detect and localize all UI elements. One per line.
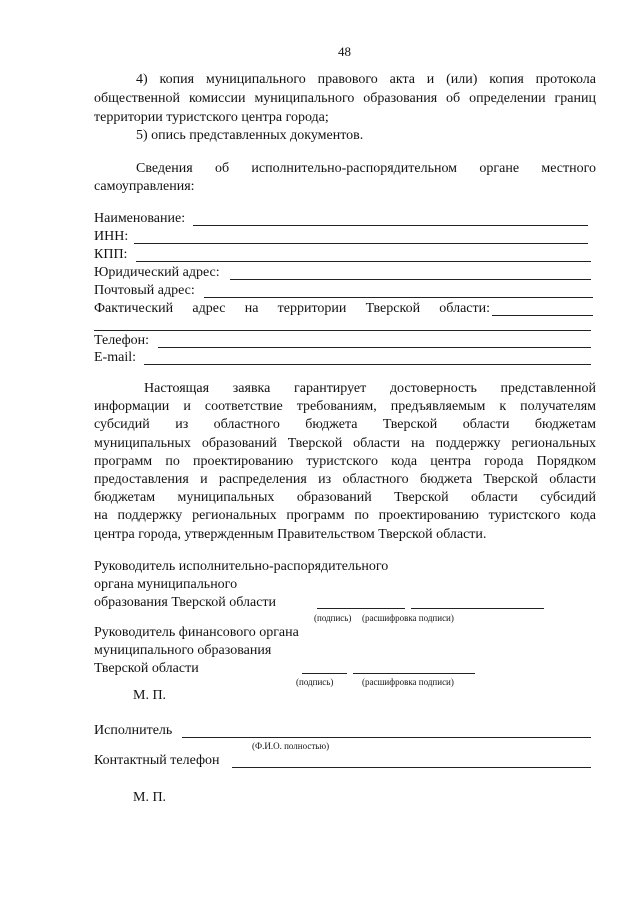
guarantee-line-4: муниципальных образований Тверской области на поддержку региональных [94,436,596,451]
phone-label: Телефон: [94,333,150,348]
inn-field[interactable] [134,243,588,244]
name-label: Наименование: [94,211,186,226]
head-exec-line-3: образования Тверской области [94,595,277,610]
email-label: E-mail: [94,350,136,365]
guarantee-line-5: программ по проектированию туристского кода центра города Порядком [94,454,596,469]
guarantee-line-6: предоставления и распределения из областного бюджета Тверской области [94,472,596,487]
actual-address-field[interactable] [492,315,593,316]
head-exec-signature-field[interactable] [317,608,405,609]
head-fin-signature-caption: (подпись) [296,677,334,687]
contact-phone-field[interactable] [232,767,591,768]
executor-label: Исполнитель [94,723,173,738]
head-fin-line-3: Тверской области [94,661,199,676]
list-item-5: 5) опись представленных документов. [136,128,364,143]
head-fin-signature-field[interactable] [302,673,347,674]
section-heading-line-2: самоуправления: [94,179,195,194]
name-field[interactable] [193,225,588,226]
page-number: 48 [338,44,351,59]
seal-label-2: М. П. [133,790,167,805]
head-fin-line-2: муниципального образования [94,643,272,658]
actual-address-field-continued[interactable] [94,330,591,331]
guarantee-line-3: субсидий из областного бюджета Тверской области бюджетам [94,417,596,432]
list-item-4-line-2: общественной комиссии муниципального образования об определении границ [94,91,596,106]
head-exec-decoding-caption: (расшифровка подписи) [362,613,454,623]
list-item-4-line-1: 4) копия муниципального правового акта и (или) копия протокола [136,72,596,87]
inn-label: ИНН: [94,229,129,244]
email-field[interactable] [144,364,591,365]
head-exec-line-2: органа муниципального [94,577,238,592]
seal-label-1: М. П. [133,688,167,703]
postal-address-field[interactable] [204,297,593,298]
head-exec-signature-caption: (подпись) [314,613,352,623]
guarantee-line-9: центра города, утвержденным Правительством Тверской области. [94,527,487,542]
contact-phone-label: Контактный телефон [94,753,220,768]
head-exec-decoding-field[interactable] [411,608,544,609]
head-fin-line-1: Руководитель финансового органа [94,625,299,640]
guarantee-line-8: на поддержку региональных программ по проектированию туристского кода [94,508,596,523]
guarantee-line-7: бюджетам муниципальных образований Тверской области субсидий [94,490,596,505]
head-fin-decoding-field[interactable] [353,673,475,674]
actual-address-label: Фактический адрес на территории Тверской области: [94,301,490,316]
section-heading-line-1: Сведения об исполнительно-распорядительном органе местного [136,161,596,176]
legal-address-field[interactable] [230,279,591,280]
postal-address-label: Почтовый адрес: [94,283,195,298]
head-fin-decoding-caption: (расшифровка подписи) [362,677,454,687]
legal-address-label: Юридический адрес: [94,265,220,280]
guarantee-line-2: информации и соответствие требованиям, предъявляемым к получателям [94,399,596,414]
head-exec-line-1: Руководитель исполнительно-распорядительного [94,559,389,574]
list-item-4-line-3: территории туристского центра города; [94,110,329,125]
guarantee-line-1: Настоящая заявка гарантирует достоверность представленной [144,381,596,396]
executor-field[interactable] [182,737,591,738]
fio-caption: (Ф.И.О. полностью) [252,741,330,751]
phone-field[interactable] [158,347,591,348]
kpp-label: КПП: [94,247,128,262]
kpp-field[interactable] [136,261,591,262]
